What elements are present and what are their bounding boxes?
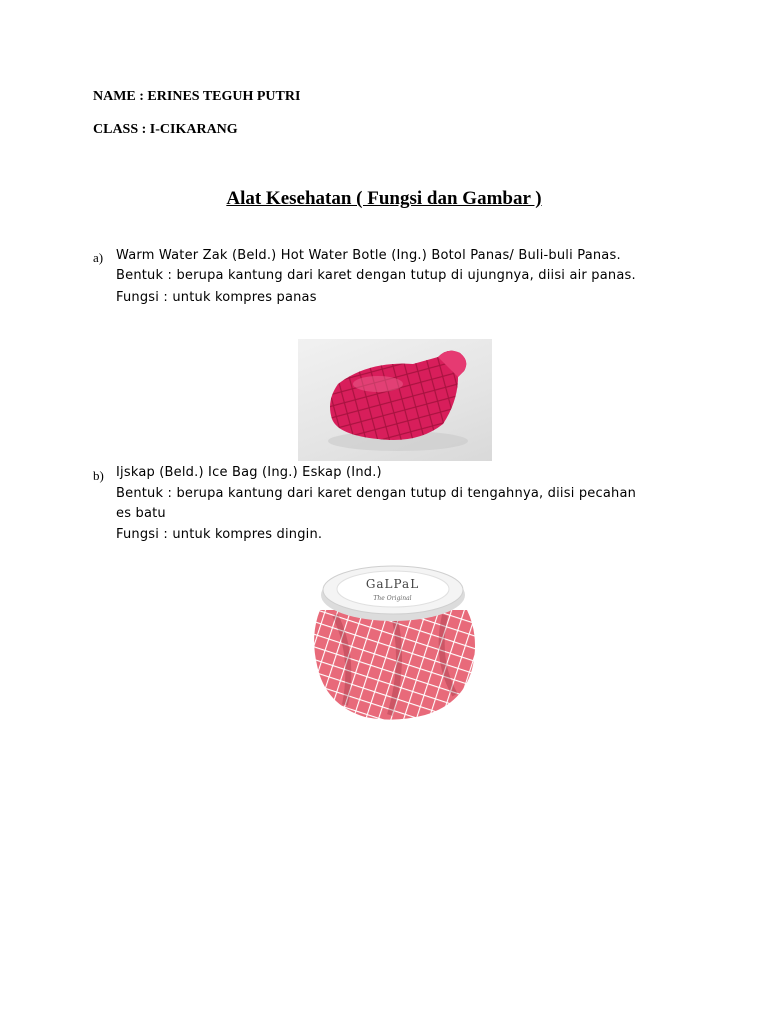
item-b-line-1: Ijskap (Beld.) Ice Bag (Ing.) Eskap (Ind.) — [116, 465, 382, 480]
ice-bag-image — [305, 555, 480, 725]
item-a-line-1: Warm Water Zak (Beld.) Hot Water Botle (Ing.) Botol Panas/ Buli-buli Panas. — [116, 248, 621, 263]
document-title: Alat Kesehatan ( Fungsi dan Gambar ) — [226, 188, 542, 209]
hot-water-bottle-illustration — [298, 339, 492, 461]
item-b-line-2: Bentuk : berupa kantung dari karet dengan tutup di tengahnya, diisi pecahan — [116, 486, 637, 501]
item-a-line-3: Fungsi : untuk kompres panas — [116, 290, 317, 305]
ice-bag-logo: GaLPaL — [365, 577, 420, 591]
hot-water-bottle-image — [298, 339, 492, 461]
student-class: CLASS : I-CIKARANG — [93, 122, 238, 137]
item-a-marker: a) — [93, 250, 104, 265]
student-name: NAME : ERINES TEGUH PUTRI — [93, 89, 301, 104]
item-b-marker: b) — [93, 468, 104, 483]
item-a-line-2: Bentuk : berupa kantung dari karet dengan tutup di ujungnya, diisi air panas. — [116, 268, 636, 283]
item-b-line-4: Fungsi : untuk kompres dingin. — [116, 527, 323, 542]
item-b-line-3: es batu — [116, 506, 166, 521]
ice-bag-logo-subtext: The Original — [373, 595, 412, 602]
